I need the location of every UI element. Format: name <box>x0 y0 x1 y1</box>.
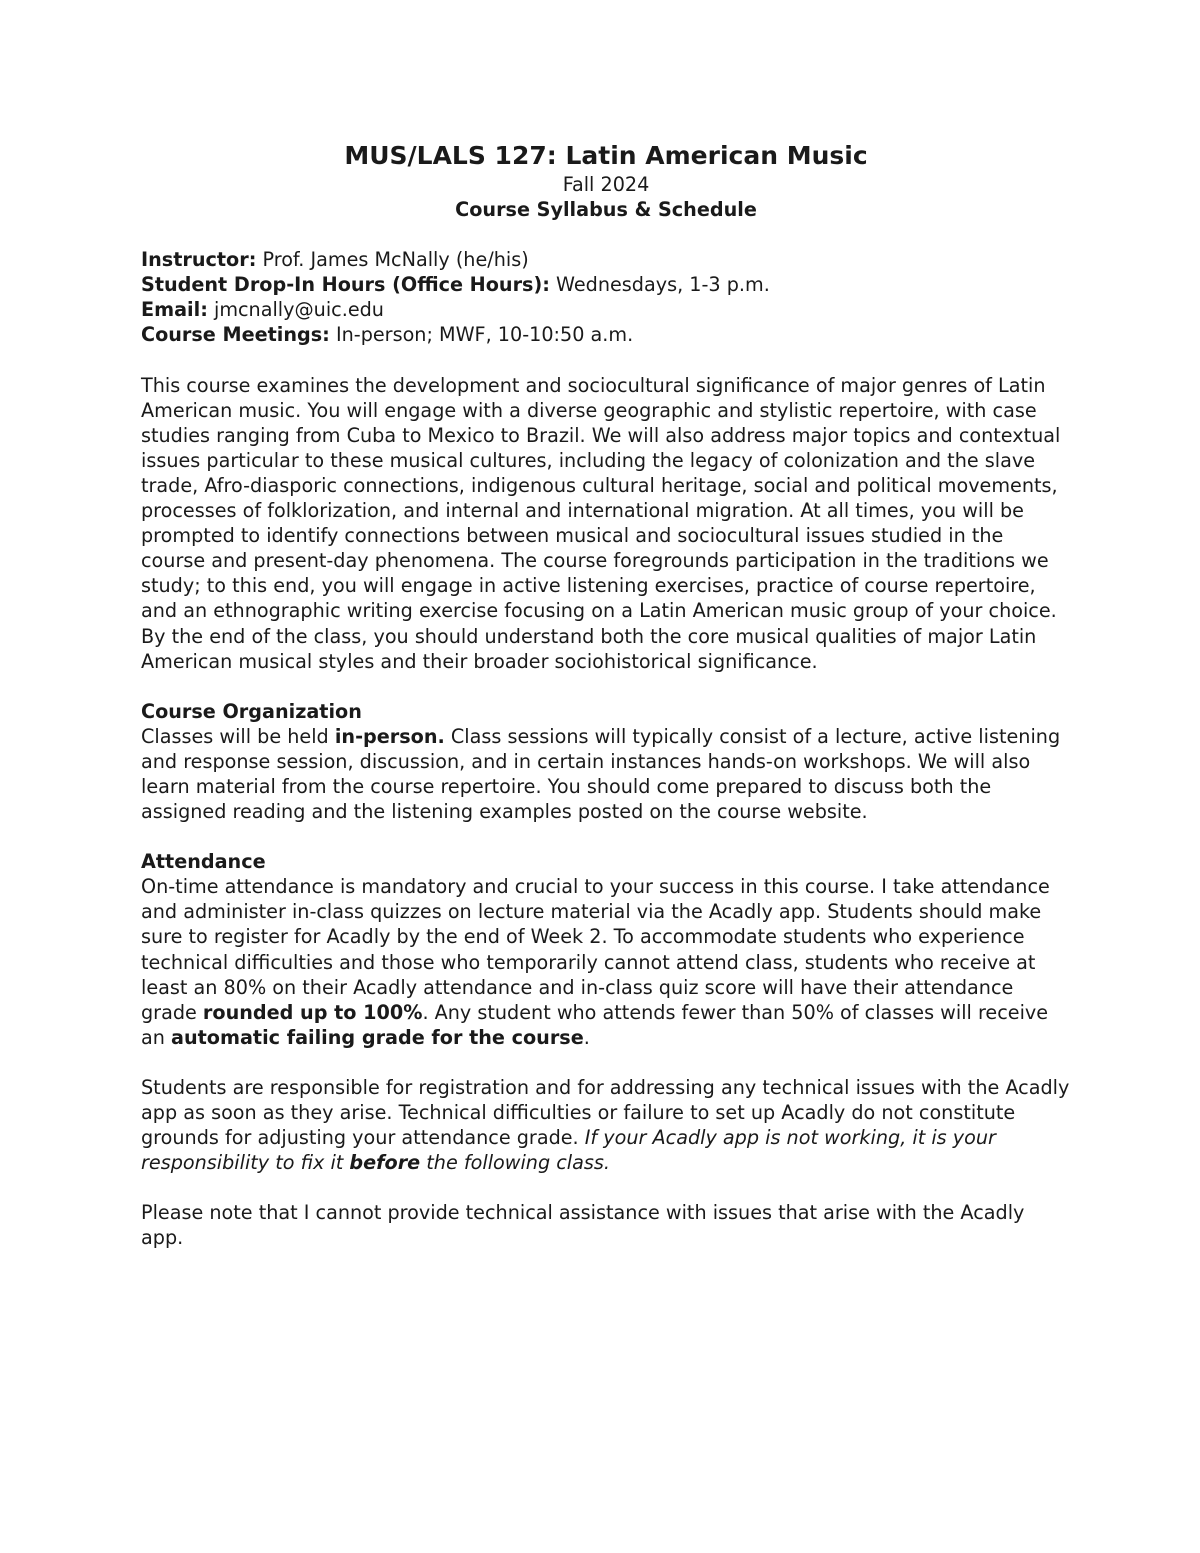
office-hours-value: Wednesdays, 1-3 p.m. <box>549 273 770 297</box>
instructor-value: Prof. James McNally (he/his) <box>256 248 529 272</box>
attendance-text-3: . <box>583 1025 590 1049</box>
organization-text-end: Class sessions will typically consist of a lecture, active listening and response session, discussion, and in certain instances hands-on workshops. We will also learn material from the course repertoire. You should come prepared to discuss both the assigned reading and the listening examples posted on the course website. <box>141 724 1061 824</box>
email-value: jmcnally@uic.edu <box>207 298 384 322</box>
failing-grade-emphasis: automatic failing grade for the course <box>171 1025 584 1049</box>
acadly-italic-1: If your Acadly app is not working, it is your responsibility to fix it <box>141 1126 996 1175</box>
attendance-text-2: . Any student who attends fewer than 50% of classes will receive an <box>141 1000 1049 1049</box>
technical-assistance-note: Please note that I cannot provide technical assistance with issues that arise with the Acadly app. <box>141 1201 1025 1250</box>
acadly-text: Students are responsible for registration and for addressing any technical issues with the Acadly app as soon as they arise. Technical difficulties or failure to set up Acadly do not constitute grounds for adjusting your attendance grade. <box>141 1075 1070 1150</box>
syllabus-page <box>141 140 1071 1250</box>
course-info <box>141 247 1071 347</box>
course-description: This course examines the development and sociocultural significance of major genres of Latin American music. You will engage with a diverse geographic and stylistic repertoire, with case studies ranging from Cuba to Mexico to Brazil. We will also address major topics and contextual issues particular to these musical cultures, including the legacy of colonization and the slave trade, Afro-diasporic connections, indigenous cultural heritage, social and political movements, processes of folklorization, and internal and international migration. At all times, you will be prompted to identify connections between musical and sociocultural issues studied in the course and present-day phenomena. The course foregrounds participation in the traditions we study; to this end, you will engage in active listening exercises, practice of course repertoire, and an ethnographic writing exercise focusing on a Latin American music group of your choice. By the end of the class, you should understand both the core musical qualities of major Latin American musical styles and their broader sociohistorical significance. <box>141 373 1061 673</box>
office-hours-label: Student Drop-In Hours (Office Hours): <box>141 273 550 297</box>
organization-text-start: Classes will be held <box>141 724 335 748</box>
office-hours-line <box>141 272 1071 297</box>
organization-text <box>141 724 1071 824</box>
course-title: MUS/LALS 127: Latin American Music <box>344 141 868 170</box>
instructor-line <box>141 247 1071 272</box>
document-type: Course Syllabus & Schedule <box>455 198 757 222</box>
attendance-heading: Attendance <box>141 850 266 874</box>
before-emphasis: before <box>349 1151 421 1175</box>
attendance-section <box>141 849 1071 1250</box>
email-line <box>141 297 1071 322</box>
attendance-text-1: On-time attendance is mandatory and crucial to your success in this course. I take attendance and administer in-class quizzes on lecture material via the Acadly app. Students should make sure to register for Acadly by the end of Week 2. To accommodate students who experience technical difficulties and those who temporarily cannot attend class, students who receive at least an 80% on their Acadly attendance and in-class quiz score will have their attendance grade <box>141 875 1050 1024</box>
acadly-italic-2: the following class. <box>420 1151 610 1175</box>
rounded-up-emphasis: rounded up to 100% <box>202 1000 423 1024</box>
instructor-label: Instructor: <box>141 248 257 272</box>
meetings-line <box>141 322 1071 347</box>
attendance-policy <box>141 874 1071 1050</box>
organization-section <box>141 699 1071 824</box>
in-person-emphasis: in-person. <box>334 724 445 748</box>
acadly-responsibility <box>141 1075 1071 1175</box>
meetings-value: In-person; MWF, 10-10:50 a.m. <box>329 323 634 347</box>
organization-heading: Course Organization <box>141 699 362 723</box>
meetings-label: Course Meetings: <box>141 323 330 347</box>
course-term: Fall 2024 <box>562 173 650 196</box>
email-label: Email: <box>141 298 208 322</box>
